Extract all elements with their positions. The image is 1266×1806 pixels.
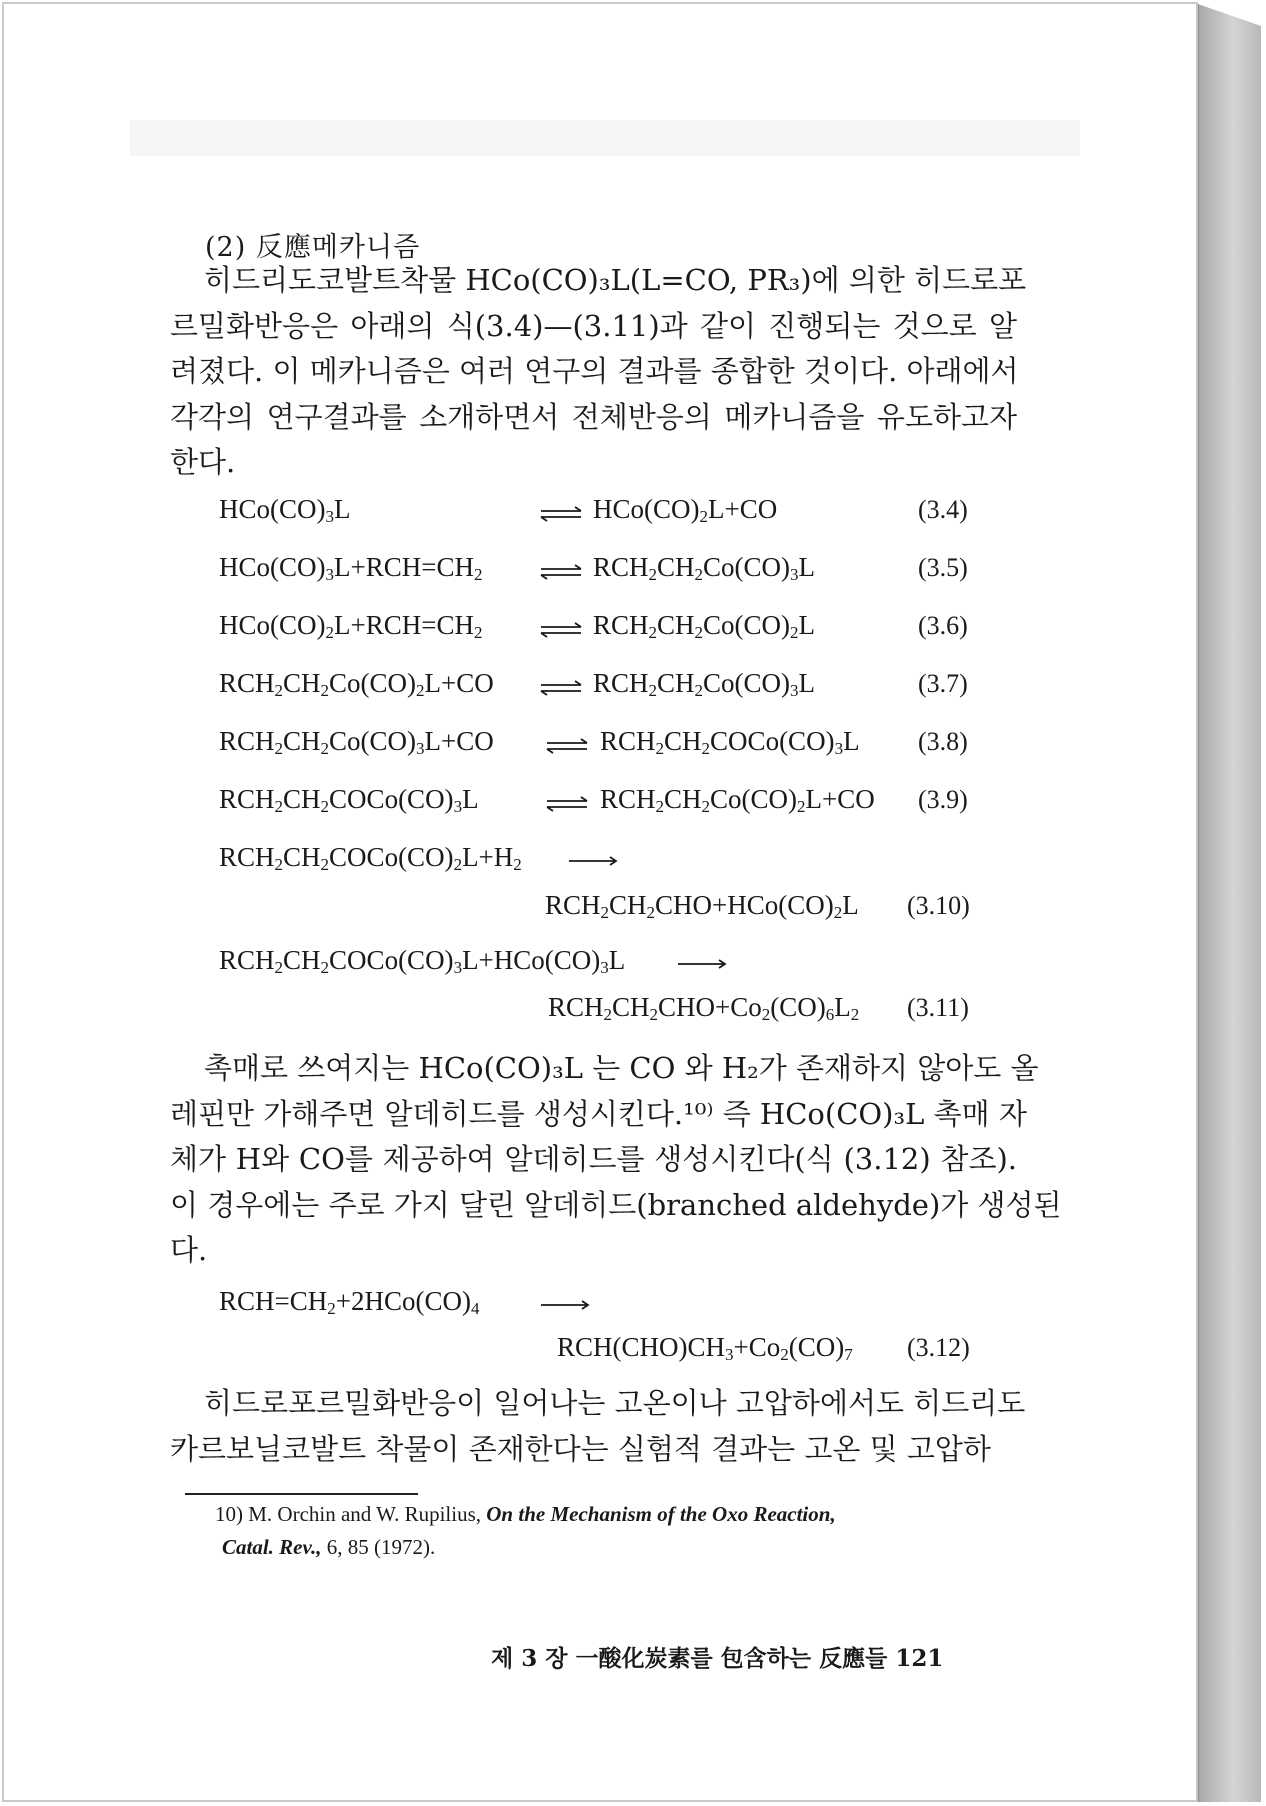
formula-text: COCo(CO) (329, 784, 454, 814)
paragraph-high-pressure (170, 1381, 1026, 1472)
equilibrium-arrow-icon (543, 796, 591, 812)
equation-rhs (545, 890, 859, 921)
formula-text: COCo(CO) (329, 842, 454, 872)
footnote-line-1 (215, 1502, 836, 1527)
equation-lhs (219, 842, 522, 873)
formula-text: RCH(CHO)CH (557, 1332, 726, 1362)
formula-text: Co(CO) (703, 610, 791, 640)
formula-subscript: 2 (797, 797, 806, 816)
formula-subscript: 2 (603, 1005, 613, 1024)
formula-subscript: 2 (648, 623, 658, 642)
formula-subscript: 3 (600, 958, 609, 977)
formula-subscript: 2 (600, 903, 610, 922)
formula-subscript: 2 (325, 623, 334, 642)
intro-line: 히드리도코발트착물 HCo(CO)₃L(L=CO, PR₃)에 의한 히드로포 (204, 263, 1027, 297)
formula-subscript: 2 (327, 1299, 336, 1318)
equation-rhs (593, 668, 815, 699)
equation-lhs (219, 945, 625, 976)
formula-text: (CO) (788, 1332, 845, 1362)
formula-text: CH (283, 842, 321, 872)
formula-subscript: 2 (320, 797, 330, 816)
paragraph-intro (170, 258, 1027, 486)
formula-text: (CO) (770, 992, 826, 1022)
equilibrium-arrow-icon (537, 506, 585, 522)
equation-lhs (219, 726, 494, 757)
footnote-authors: M. Orchin and W. Rupilius, (248, 1502, 482, 1526)
formula-subscript: 2 (780, 1345, 789, 1364)
formula-subscript: 2 (694, 565, 704, 584)
formula-text: CH (283, 784, 321, 814)
formula-subscript: 3 (416, 739, 425, 758)
formula-text: CH (283, 726, 321, 756)
formula-text: RCH (545, 890, 601, 920)
equation-rhs (557, 1332, 853, 1363)
formula-subscript: 2 (473, 623, 483, 642)
formula-text: L (843, 726, 860, 756)
equation-lhs (219, 552, 482, 583)
catalyst-line: 체가 H와 CO를 제공하여 알데히드를 생성시킨다(식 (3.12) 참조). (170, 1142, 1017, 1176)
footnote-rule (185, 1493, 418, 1495)
equation-number: (3.8) (918, 727, 968, 756)
formula-text: L+RCH=CH (334, 552, 474, 582)
formula-subscript: 2 (850, 1005, 860, 1024)
formula-subscript: 3 (790, 681, 799, 700)
formula-text: HCo(CO) (219, 494, 326, 524)
formula-text: RCH (219, 945, 275, 975)
catalyst-line: 레핀만 가해주면 알데히드를 생성시킨다.¹⁰⁾ 즉 HCo(CO)₃L 촉매 자 (170, 1096, 1027, 1131)
formula-text: Co(CO) (703, 668, 791, 698)
equation-number: (3.6) (918, 611, 968, 640)
formula-text: Co(CO) (703, 552, 791, 582)
formula-text: L+CO (424, 726, 494, 756)
formula-text: Co(CO) (710, 784, 798, 814)
equation-number: (3.4) (918, 495, 968, 524)
equilibrium-arrow-icon (537, 622, 585, 638)
intro-line: 한다. (170, 445, 236, 479)
formula-subscript: 3 (325, 507, 334, 526)
equation-rhs (593, 610, 815, 641)
formula-subscript: 4 (471, 1299, 480, 1318)
paragraph-catalyst (170, 1046, 1062, 1274)
formula-text: L (834, 992, 851, 1022)
reaction-arrow-icon (567, 855, 619, 867)
formula-text: RCH (600, 784, 656, 814)
formula-text: RCH (593, 610, 649, 640)
formula-subscript: 2 (320, 958, 330, 977)
formula-subscript: 2 (274, 855, 284, 874)
reaction-arrow-icon (676, 958, 728, 970)
formula-subscript: 2 (274, 739, 284, 758)
formula-subscript: 2 (655, 797, 665, 816)
formula-subscript: 2 (274, 958, 284, 977)
catalyst-line: 이 경우에는 주로 가지 달린 알데히드(branched aldehyde)가 생성된 (170, 1187, 1062, 1222)
section-heading: (2) 反應메카니즘 (205, 232, 421, 263)
formula-text: L (842, 890, 859, 920)
formula-subscript: 2 (648, 681, 658, 700)
formula-text: CHO+HCo(CO) (655, 890, 834, 920)
equation-lhs (219, 494, 351, 525)
formula-text: HCo(CO) (593, 494, 700, 524)
equation-lhs (219, 668, 494, 699)
formula-text: CHO+Co (658, 992, 762, 1022)
formula-text: Co(CO) (329, 668, 417, 698)
formula-subscript: 2 (761, 1005, 771, 1024)
reaction-arrow-icon (539, 1299, 591, 1311)
catalyst-line: 촉매로 쓰여지는 HCo(CO)₃L 는 CO 와 H₂가 존재하지 않아도 올 (204, 1051, 1039, 1085)
formula-subscript: 2 (320, 739, 330, 758)
formula-subscript: 2 (833, 903, 843, 922)
formula-text: CH (664, 726, 702, 756)
equation-rhs (600, 784, 875, 815)
formula-text: L+CO (424, 668, 494, 698)
footnote-journal: Catal. Rev., (222, 1535, 322, 1559)
intro-line: 각각의 연구결과를 소개하면서 전체반응의 메카니즘을 유도하고자 (170, 399, 1017, 434)
equation-lhs (219, 1286, 480, 1317)
equation-rhs (593, 494, 777, 525)
equation-rhs (548, 992, 859, 1023)
formula-text: L+CO (708, 494, 778, 524)
formula-subscript: 3 (453, 958, 463, 977)
formula-text: L (334, 494, 351, 524)
equation-number: (3.9) (918, 785, 968, 814)
formula-subscript: 3 (725, 1345, 734, 1364)
equation-rhs (600, 726, 860, 757)
running-footer: 제 3 장 一酸化炭素를 包含하는 反應들 121 (491, 1645, 944, 1672)
formula-text: CH (283, 668, 321, 698)
formula-text: L+CO (805, 784, 875, 814)
formula-subscript: 2 (274, 681, 284, 700)
formula-text: RCH (219, 726, 275, 756)
footnote-marker: 10) (215, 1502, 243, 1526)
formula-text: CH (612, 992, 650, 1022)
formula-subscript: 2 (646, 903, 656, 922)
formula-subscript: 2 (274, 797, 284, 816)
footnote-line-2 (222, 1535, 435, 1560)
formula-subscript: 6 (825, 1005, 835, 1024)
page-stack-edge (1198, 4, 1261, 1802)
formula-subscript: 7 (844, 1345, 853, 1364)
formula-text: HCo(CO) (219, 610, 326, 640)
high-pressure-line: 카르보닐코발트 착물이 존재한다는 실험적 결과는 고온 및 고압하 (170, 1431, 991, 1466)
equation-number: (3.12) (907, 1333, 970, 1362)
formula-subscript: 2 (648, 565, 658, 584)
formula-subscript: 2 (513, 855, 522, 874)
formula-text: +Co (733, 1332, 781, 1362)
formula-subscript: 2 (790, 623, 799, 642)
formula-subscript: 2 (453, 855, 463, 874)
formula-text: RCH (219, 842, 275, 872)
high-pressure-line: 히드로포르밀화반응이 일어나는 고온이나 고압하에서도 히드리도 (204, 1386, 1026, 1420)
formula-text: RCH (219, 668, 275, 698)
formula-text: +2HCo(CO) (335, 1286, 471, 1316)
formula-text: RCH (548, 992, 604, 1022)
formula-text: RCH (593, 668, 649, 698)
formula-text: RCH (593, 552, 649, 582)
equation-lhs (219, 784, 479, 815)
formula-text: CH (657, 668, 695, 698)
formula-text: CH (664, 784, 702, 814)
formula-text: Co(CO) (329, 726, 417, 756)
formula-text: HCo(CO) (219, 552, 326, 582)
formula-subscript: 2 (320, 855, 330, 874)
catalyst-line: 다. (170, 1233, 208, 1267)
formula-subscript: 2 (694, 623, 704, 642)
formula-text: L+H (462, 842, 514, 872)
equation-number: (3.5) (918, 553, 968, 582)
equation-lhs (219, 610, 482, 641)
formula-text: CH (609, 890, 647, 920)
formula-subscript: 3 (834, 739, 844, 758)
equation-number: (3.11) (907, 993, 969, 1022)
formula-subscript: 2 (699, 507, 708, 526)
formula-text: CH (657, 610, 695, 640)
equilibrium-arrow-icon (537, 564, 585, 580)
formula-subscript: 3 (790, 565, 799, 584)
formula-subscript: 2 (320, 681, 330, 700)
equation-rhs (593, 552, 815, 583)
formula-text: COCo(CO) (329, 945, 454, 975)
formula-subscript: 2 (701, 797, 711, 816)
formula-subscript: 2 (701, 739, 711, 758)
formula-subscript: 2 (649, 1005, 659, 1024)
formula-subscript: 2 (694, 681, 704, 700)
formula-subscript: 2 (473, 565, 483, 584)
equation-number: (3.10) (907, 891, 970, 920)
equation-number: (3.7) (918, 669, 968, 698)
formula-text: L+HCo(CO) (462, 945, 601, 975)
formula-subscript: 3 (325, 565, 334, 584)
formula-text: RCH (219, 784, 275, 814)
formula-subscript: 3 (453, 797, 463, 816)
formula-text: L (798, 668, 816, 698)
formula-subscript: 2 (416, 681, 425, 700)
formula-text: L+RCH=CH (334, 610, 474, 640)
footnote-details: 6, 85 (1972). (326, 1535, 436, 1559)
intro-line: 르밀화반응은 아래의 식(3.4)—(3.11)과 같이 진행되는 것으로 알 (170, 308, 1017, 343)
formula-text: L (798, 552, 816, 582)
formula-text: L (608, 945, 626, 975)
formula-text: CH (283, 945, 321, 975)
intro-line: 려졌다. 이 메카니즘은 여러 연구의 결과를 종합한 것이다. 아래에서 (170, 354, 1019, 388)
formula-text: CH (657, 552, 695, 582)
equilibrium-arrow-icon (537, 680, 585, 696)
formula-text: RCH=CH (219, 1286, 328, 1316)
formula-text: COCo(CO) (710, 726, 835, 756)
formula-text: L (798, 610, 816, 640)
formula-text: L (462, 784, 479, 814)
formula-subscript: 2 (655, 739, 665, 758)
equilibrium-arrow-icon (543, 738, 591, 754)
formula-text: RCH (600, 726, 656, 756)
footnote-title: On the Mechanism of the Oxo Reaction, (486, 1502, 836, 1526)
